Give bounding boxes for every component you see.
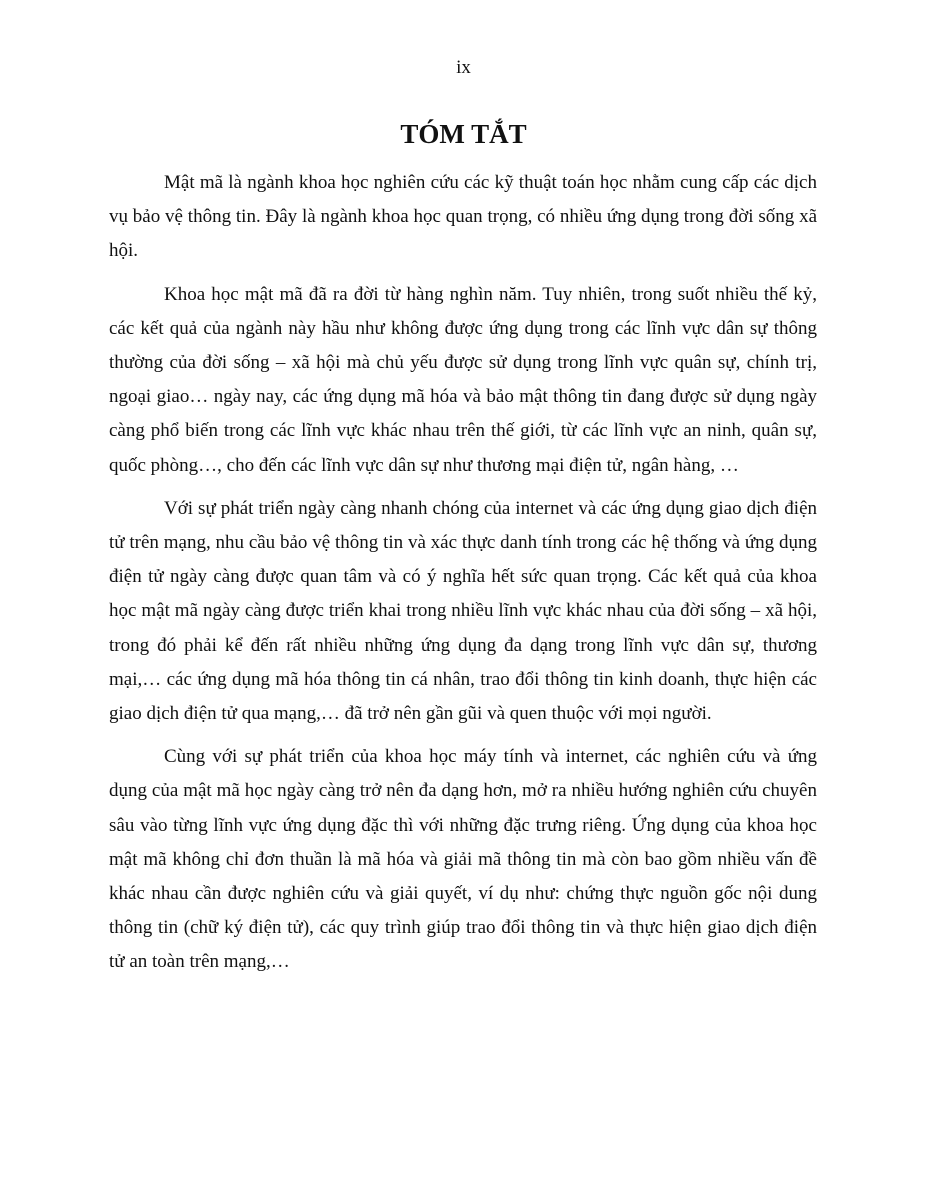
- abstract-body: [109, 166, 817, 989]
- paragraph-4: Cùng với sự phát triển của khoa học máy tính và internet, các nghiên cứu và ứng dụng của mật mã học ngày càng trở nên đa dạng hơn, mở ra nhiều hướng nghiên cứu chuyên sâu vào từng lĩnh vực ứng dụng đặc thì với những đặc trưng riêng. Ứng dụng của khoa học mật mã không chỉ đơn thuần là mã hóa và giải mã thông tin mà còn bao gồm nhiều vấn đề khác nhau cần được nghiên cứu và giải quyết, ví dụ như: chứng thực nguồn gốc nội dung thông tin (chữ ký điện tử), các quy trình giúp trao đổi thông tin và thực hiện giao dịch điện tử an toàn trên mạng,…: [109, 746, 817, 973]
- paragraph-1: Mật mã là ngành khoa học nghiên cứu các kỹ thuật toán học nhằm cung cấp các dịch vụ bảo vệ thông tin. Đây là ngành khoa học quan trọng, có nhiều ứng dụng trong đời sống xã hội.: [109, 172, 817, 262]
- paragraph-2: Khoa học mật mã đã ra đời từ hàng nghìn năm. Tuy nhiên, trong suốt nhiều thế kỷ, các kết quả của ngành này hầu như không được ứng dụng trong các lĩnh vực dân sự thông thường của đời sống – xã hội mà chủ yếu được sử dụng trong lĩnh vực quân sự, chính trị, ngoại giao… ngày nay, các ứng dụng mã hóa và bảo mật thông tin đang được sử dụng ngày càng phổ biến trong các lĩnh vực khác nhau trên thế giới, từ các lĩnh vực an ninh, quân sự, quốc phòng…, cho đến các lĩnh vực dân sự như thương mại điện tử, ngân hàng, …: [109, 283, 817, 476]
- paragraph-3: Với sự phát triển ngày càng nhanh chóng của internet và các ứng dụng giao dịch điện tử trên mạng, nhu cầu bảo vệ thông tin và xác thực danh tính trong các hệ thống và ứng dụng điện tử ngày càng được quan tâm và có ý nghĩa hết sức quan trọng. Các kết quả của khoa học mật mã ngày càng được triển khai trong nhiều lĩnh vực khác nhau của đời sống – xã hội, trong đó phải kể đến rất nhiều những ứng dụng đa dạng trong lĩnh vực dân sự, thương mại,… các ứng dụng mã hóa thông tin cá nhân, trao đổi thông tin kinh doanh, thực hiện các giao dịch điện tử qua mạng,… đã trở nên gần gũi và quen thuộc với mọi người.: [109, 497, 817, 725]
- page-number: ix: [456, 57, 471, 78]
- page-title: TÓM TẮT: [400, 119, 527, 149]
